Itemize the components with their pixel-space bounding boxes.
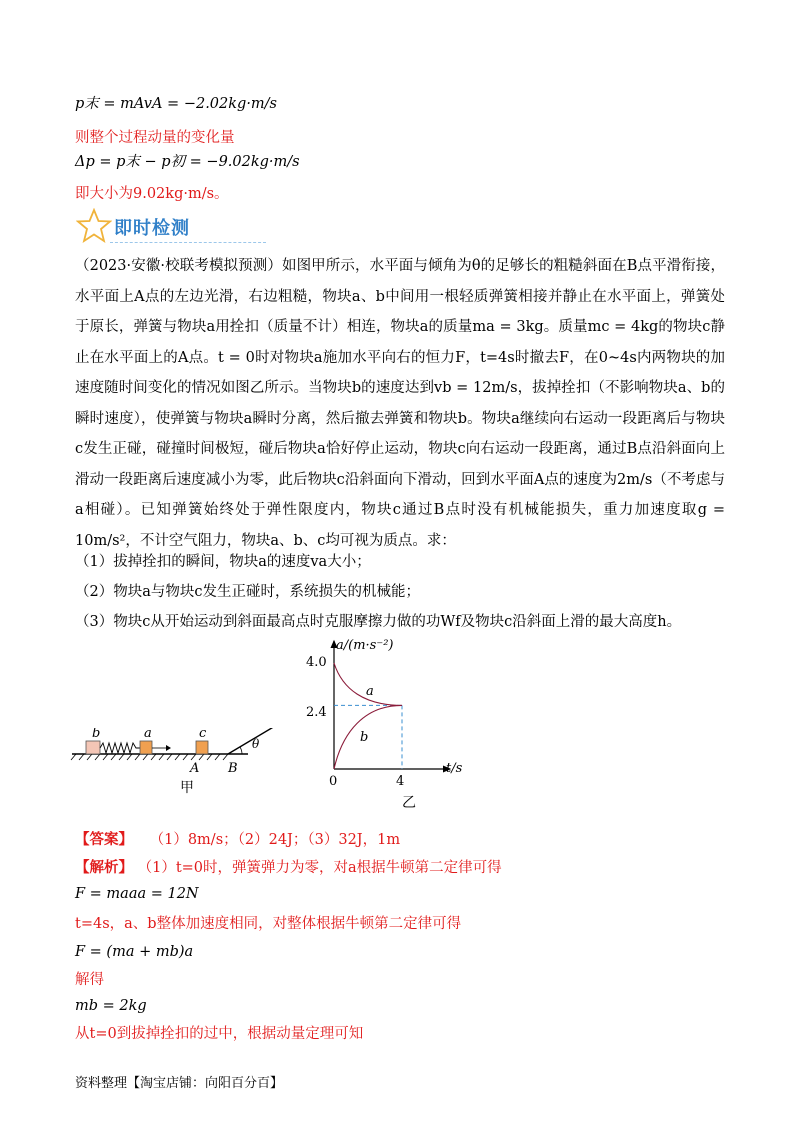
momentum-final-equation: p末 = mAvA = −2.02kg·m/s bbox=[75, 96, 278, 112]
analysis-l2: t=4s，a、b整体加速度相同，对整体根据牛顿第二定律可得 bbox=[75, 916, 462, 932]
analysis-line bbox=[75, 858, 502, 878]
section-underline bbox=[110, 242, 266, 243]
analysis-eq3: mb = 2kg bbox=[75, 998, 147, 1014]
label-B: B bbox=[228, 761, 238, 776]
figure-yi-chart bbox=[300, 635, 500, 815]
section-header bbox=[70, 206, 210, 246]
section-title: 即时检测 bbox=[114, 218, 190, 239]
label-b: b bbox=[92, 728, 101, 741]
block-c bbox=[196, 741, 208, 754]
analysis-l1: （1）t=0时，弹簧弹力为零，对a根据牛顿第二定律可得 bbox=[137, 860, 502, 876]
x-tick-4: 4 bbox=[396, 774, 405, 789]
y-tick-4: 4.0 bbox=[306, 655, 327, 670]
analysis-label: 【解析】 bbox=[75, 859, 133, 876]
analysis-l3: 解得 bbox=[75, 972, 104, 988]
block-a bbox=[140, 741, 152, 754]
block-b bbox=[86, 741, 100, 754]
figure-jia bbox=[70, 728, 310, 798]
momentum-change-text: 则整个过程动量的变化量 bbox=[75, 130, 235, 146]
star-icon bbox=[76, 208, 112, 244]
curve-a-label: a bbox=[366, 684, 374, 699]
momentum-change-equation: Δp = p末 − p初 = −9.02kg·m/s bbox=[75, 154, 300, 170]
question-2: （2）物块a与物块c发生正碰时，系统损失的机械能； bbox=[75, 584, 420, 600]
problem-text: （2023·安徽·校联考模拟预测）如图甲所示，水平面与倾角为θ的足够长的粗糙斜面在B点平滑衔接，水平面上A点的左边光滑，右边粗糙，物块a、b中间用一根轻质弹簧相接并静止在水平面上，弹簧处于原长，弹簧与物块a用拴扣（质量不计）相连，物块a的质量ma = 3kg。质量mc = 4kg的物块c静止在水平面上的A点。t = 0时对物块a施加水平向右的恒力F，t=4s时撤去F，在0~4s内两物块的加速度随时间变化的情况如图乙所示。当物块b的速度达到vb = 12m/s，拔掉拴扣（不影响物块a、b的瞬时速度），使弹簧与物块a瞬时分离，然后撤去弹簧和物块b。物块a继续向右运动一段距离后与物块c发生正碰，碰撞时间极短，碰后物块a恰好停止运动，物块c向右运动一段距离，通过B点沿斜面向上滑动一段距离后速度减小为零，此后物块c沿斜面向下滑动，回到水平面A点的速度为2m/s（不考虑与a相碰）。已知弹簧始终处于弹性限度内，物块c通过B点时没有机械能损失，重力加速度取g = 10m/s²，不计空气阻力，物块a、b、c均可视为质点。求： bbox=[75, 258, 725, 549]
answer-label: 【答案】 bbox=[75, 831, 133, 848]
curve-b-label: b bbox=[360, 730, 369, 745]
answer-text: （1）8m/s；（2）24J；（3）32J，1m bbox=[149, 832, 401, 848]
question-3: （3）物块c从开始运动到斜面最高点时克服摩擦力做的功Wf及物块c沿斜面上滑的最大高度h。 bbox=[75, 614, 682, 630]
label-A: A bbox=[190, 761, 200, 776]
label-theta: θ bbox=[252, 737, 260, 751]
analysis-l4: 从t=0到拔掉拴扣的过中，根据动量定理可知 bbox=[75, 1026, 364, 1042]
footer-source: 资料整理【淘宝店铺：向阳百分百】 bbox=[75, 1076, 284, 1091]
y-tick-2-4: 2.4 bbox=[306, 705, 327, 720]
x-tick-0: 0 bbox=[329, 774, 338, 789]
question-1: （1）拔掉拴扣的瞬间，物块a的速度va大小； bbox=[75, 554, 371, 570]
caption-yi: 乙 bbox=[402, 795, 416, 811]
spring bbox=[100, 743, 140, 753]
answer-line bbox=[75, 830, 400, 850]
y-axis-label: a/(m·s⁻²) bbox=[336, 638, 394, 653]
caption-jia: 甲 bbox=[180, 780, 194, 796]
momentum-magnitude-text: 即大小为9.02kg·m/s。 bbox=[75, 186, 229, 202]
analysis-eq1: F = maaa = 12N bbox=[75, 886, 199, 902]
analysis-eq2: F = (ma + mb)a bbox=[75, 944, 194, 960]
label-c: c bbox=[199, 728, 207, 741]
x-axis-label: t/s bbox=[446, 761, 463, 776]
label-a: a bbox=[144, 728, 152, 741]
